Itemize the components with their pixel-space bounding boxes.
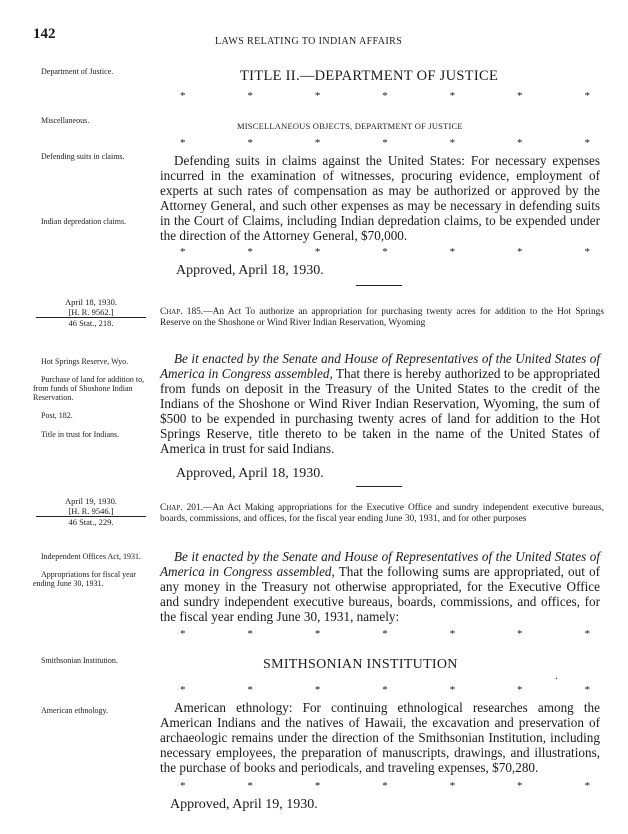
defending-suits-paragraph: Defending suits in claims against the United States: For necessary expenses incurred in the examination of witnesses, procuring evidence, employment of experts at such rates of compensation as may be authorized or approved by the Attorney General, and such other expenses as may be necessary in defending suits in the Court of Claims, including Indian depredation claims, to be expended under the direction of the Attorney General, $70,000. (160, 153, 600, 243)
star-row: * * * * * * * (180, 90, 590, 102)
sidenote-independent-offices: Independent Offices Act, 1931. (41, 552, 142, 561)
sidenote-miscellaneous: Miscellaneous. (41, 116, 90, 125)
star-row: * * * * * * * (180, 628, 590, 640)
chapter-185-heading: Chap. 185.—An Act To authorize an appropriation for purchasing twenty acres for addition to the Hot Springs Reserve on the Shoshone or Wind River Indian Reservation, Wyoming (160, 307, 604, 328)
sidenote-hot-springs: Hot Springs Reserve, Wyo. (41, 357, 129, 366)
american-ethnology-paragraph: American ethnology: For continuing ethnological researches among the American Indians and the natives of Hawaii, the excavation and preservation of archaeologic remains under the direction of the Smithsonian Institution, including necessary employees, the preparation of manuscripts, drawings, and illustrations, the purchase of books and periodicals, and traveling expenses, $70,280. (160, 700, 600, 775)
separator-rule (356, 486, 402, 487)
smithsonian-title: SMITHSONIAN INSTITUTION (263, 657, 458, 672)
chapter-201-body: Be it enacted by the Senate and House of Representatives of the United States of America in Congress assembled, That the following sums are appropriated, out of any money in the Treasury not otherwise appropriated, for the Executive Office and sundry independent executive bureaus, boards, commissions, and offices, for the fiscal year ending June 30, 1931, namely: (160, 549, 600, 624)
page-number: 142 (33, 26, 56, 42)
sidenote-post-ref: Post, 182. (41, 411, 73, 420)
running-title: LAWS RELATING TO INDIAN AFFAIRS (215, 36, 403, 47)
star-row: * * * * * * * (180, 684, 590, 696)
star-row: * * * * * * * (180, 246, 590, 258)
sidenote-department-of-justice: Department of Justice. (41, 67, 114, 76)
sidenote-purchase-of-land: Purchase of land for addition to, from funds of Shoshone Indian Reservation. (33, 375, 145, 402)
star-row: * * * * * * * (180, 137, 590, 149)
stray-mark: . (555, 668, 558, 682)
sidenote-defending-suits: Defending suits in claims. (41, 152, 125, 161)
title-department-of-justice: TITLE II.—DEPARTMENT OF JUSTICE (240, 68, 499, 84)
citation-bill: [H. R. 9546.] (36, 506, 146, 517)
section-subtitle: MISCELLANEOUS OBJECTS, DEPARTMENT OF JUSTICE (237, 121, 463, 131)
star-row: * * * * * * * (180, 780, 590, 792)
approved-line: Approved, April 18, 1930. (176, 263, 324, 278)
sidenote-smithsonian: Smithsonian Institution. (41, 656, 118, 665)
citation-bill: [H. R. 9562.] (36, 307, 146, 318)
citation-statute: 46 Stat., 218. (68, 318, 114, 328)
chapter-185-body: Be it enacted by the Senate and House of Representatives of the United States of America in Congress assembled, That there is hereby authorized to be appropriated from funds on deposit in the Treasury of the United States to the credit of the Indians of the Shoshone or Wind River Indian Reservation, Wyoming, the sum of $500 to be expended in purchasing twenty acres of land for addition to the Hot Springs Reserve, title thereto to be taken in the name of the United States of America in trust for said Indians. (160, 351, 600, 456)
sidenote-title-in-trust: Title in trust for Indians. (41, 430, 120, 439)
citation-statute: 46 Stat., 229. (68, 517, 114, 527)
citation-block-1 (36, 297, 146, 328)
citation-date: April 19, 1930. (65, 496, 117, 506)
sidenote-appropriations-fy1931: Appropriations for fiscal year ending June 30, 1931. (33, 570, 136, 588)
approved-line: Approved, April 19, 1930. (170, 797, 318, 812)
approved-line: Approved, April 18, 1930. (176, 466, 324, 481)
chapter-201-heading: Chap. 201.—An Act Making appropriations for the Executive Office and sundry independent executive bureaus, boards, commissions, and offices, for the fiscal year ending June 30, 1931, and for other purposes (160, 503, 604, 524)
sidenote-american-ethnology: American ethnology. (41, 706, 109, 715)
citation-block-2 (36, 496, 146, 527)
separator-rule (356, 285, 402, 286)
sidenote-indian-depredation: Indian depredation claims. (41, 217, 127, 226)
citation-date: April 18, 1930. (65, 297, 117, 307)
